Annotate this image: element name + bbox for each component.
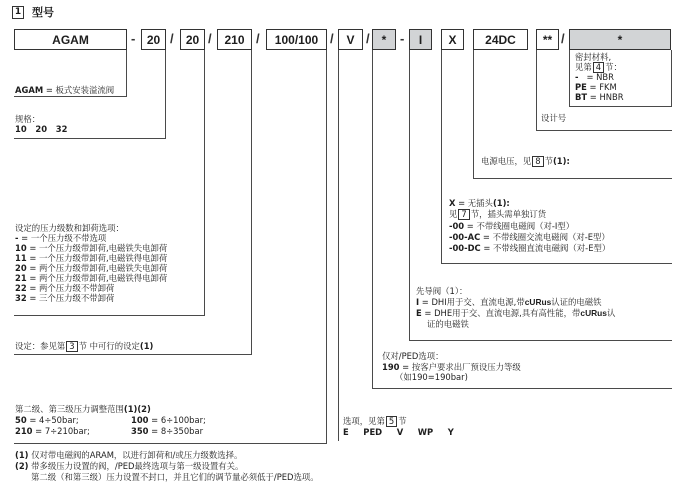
leader-line [671, 50, 672, 107]
footnote: (2) 带多级压力设置的阀，/PED最终选项与第一级设置有关。 [15, 461, 244, 471]
leader-line [536, 130, 672, 131]
agam-description: AGAM = 板式安装溢流阀 [15, 85, 115, 95]
leader-line [14, 354, 252, 355]
leader-line [165, 50, 166, 138]
leader-line [536, 50, 537, 130]
leader-line [441, 263, 672, 264]
leader-line [126, 50, 127, 96]
range-row: 50 = 4÷50bar; [15, 415, 79, 425]
code-box-range: 100/100 [266, 29, 327, 50]
setting-note: 设定：参见第 3 节 中可行的设定(1) [15, 341, 154, 351]
code-box-options: V [338, 29, 363, 50]
seal-row: - = NBR [575, 72, 614, 82]
pilot-row-e: E = DHE用于交、直流电源,具有高性能，带cURus认 [416, 308, 616, 318]
code-box-setting: 210 [217, 29, 252, 50]
code-box-ped: * [372, 29, 396, 50]
section-number: 1 [12, 6, 24, 19]
design-number: 设计号 [541, 113, 567, 123]
range-row: 210 = 7÷210bar; [15, 426, 90, 436]
pressure-level-row: - = 一个压力级不带选项 [15, 233, 107, 243]
pilot-row-e-cont: 证的电磁铁 [427, 319, 469, 329]
leader-line [569, 50, 570, 106]
pressure-levels-title: 设定的压力级数和卸荷选项： [15, 223, 124, 233]
ped-row: 190 = 按客户要求出厂预设压力等级 [382, 362, 521, 372]
code-box-agam: AGAM [14, 29, 127, 50]
leader-line [326, 50, 327, 443]
code-box-connector: X [441, 29, 464, 50]
seal-title: 密封材料, [575, 52, 612, 62]
options-note: 选项，见第 5 节 [343, 416, 407, 426]
leader-line [372, 388, 672, 389]
range-row: 350 = 8÷350bar [131, 426, 204, 436]
leader-line [409, 340, 672, 341]
range-title: 第二级、第三级压力调整范围(1)(2) [15, 404, 151, 414]
connector-row: -00-AC = 不带线圈交流电磁阀（对-E型） [449, 232, 610, 242]
pilot-row-i: I = DHI用于交、直流电源,带cURus认证的电磁铁 [416, 297, 602, 307]
separator-slash: / [208, 31, 212, 46]
separator-slash: / [170, 31, 174, 46]
range-row: 100 = 6÷100bar; [131, 415, 206, 425]
separator-dash: - [400, 31, 405, 46]
leader-line [338, 50, 339, 441]
seal-row: BT = HNBR [575, 92, 624, 102]
leader-line [441, 50, 442, 263]
leader-line [204, 50, 205, 315]
pressure-level-row: 11 = 一个压力级带卸荷,电磁铁得电卸荷 [15, 253, 168, 263]
voltage-note: 电源电压，见 8 节(1): [481, 156, 570, 166]
pressure-level-row: 22 = 两个压力级不带卸荷 [15, 283, 115, 293]
leader-line [14, 138, 166, 139]
pressure-level-row: 21 = 两个压力级带卸荷,电磁铁得电卸荷 [15, 273, 168, 283]
leader-line [372, 50, 373, 388]
code-box-pilot: I [409, 29, 432, 50]
code-box-design: ** [536, 29, 559, 50]
connector-row: -00 = 不带线圈电磁阀（对-I型） [449, 221, 575, 231]
connector-note: 见 7 节，插头需单独订货 [449, 209, 547, 219]
size-values: 10 20 32 [15, 124, 68, 134]
seal-note: 见第 4 节： [575, 62, 622, 72]
separator-slash: / [561, 31, 565, 46]
ped-example: （如190=190bar) [395, 372, 468, 382]
leader-line [569, 106, 672, 107]
seal-row: PE = FKM [575, 82, 617, 92]
leader-line [14, 315, 205, 316]
code-box-size: 20 [141, 29, 166, 50]
leader-line [473, 50, 474, 178]
leader-line [251, 50, 252, 354]
pressure-level-row: 32 = 三个压力级不带卸荷 [15, 293, 115, 303]
connector-row: -00-DC = 不带线圈直流电磁阀（对-E型） [449, 243, 611, 253]
code-box-pressure-levels: 20 [180, 29, 205, 50]
connector-title: X = 无插头(1): [449, 198, 510, 208]
separator-slash: / [366, 31, 370, 46]
pilot-title: 先导阀（1）： [416, 286, 468, 296]
section-title: 型号 [32, 6, 54, 19]
separator-slash: / [330, 31, 334, 46]
leader-line [473, 178, 672, 179]
leader-line [409, 50, 410, 340]
ped-title: 仅对/PED选项： [382, 351, 444, 361]
code-box-voltage: 24DC [473, 29, 528, 50]
size-title: 规格： [15, 114, 41, 124]
separator-dash: - [131, 31, 136, 46]
pressure-level-row: 20 = 两个压力级带卸荷,电磁铁失电卸荷 [15, 263, 168, 273]
code-box-seal: * [569, 29, 671, 50]
separator-slash: / [256, 31, 260, 46]
footnote: 第二级（和第三级）压力设置不封口，并且它们的调节量必须低于/PED选项。 [31, 472, 319, 482]
leader-line [14, 443, 327, 444]
leader-line [14, 96, 127, 97]
options-values: E PED V WP Y [343, 427, 454, 437]
footnote: (1) 仅对带电磁阀的ARAM，以进行卸荷和/或压力级数选择。 [15, 450, 243, 460]
pressure-level-row: 10 = 一个压力级带卸荷,电磁铁失电卸荷 [15, 243, 168, 253]
